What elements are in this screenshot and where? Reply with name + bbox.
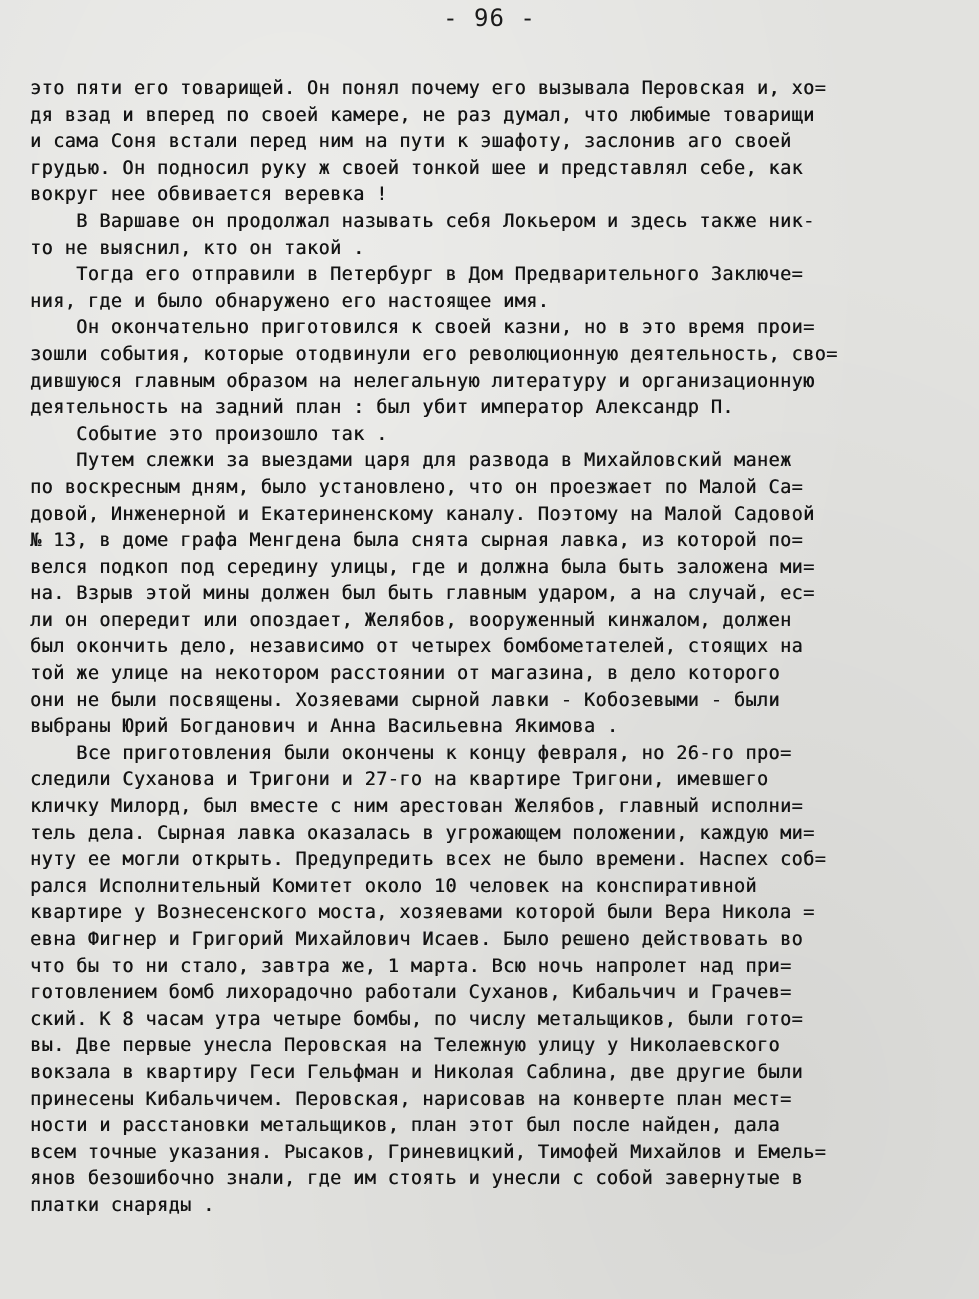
text-line: по воскресным дням, было установлено, что он проезжает по Малой Са= [30, 476, 804, 498]
text-line: был окончить дело, независимо от четырех бомбометателей, стоящих на [30, 636, 804, 658]
text-line: евна Фигнер и Григорий Михайлович Исаев. Было решено действовать во [30, 929, 804, 950]
text-line: В Варшаве он продолжал называть себя Локьером и здесь также ник- [30, 210, 815, 232]
text-line: квартире у Вознесенского моста, хозяевами которой были Вера Никола = [30, 902, 815, 924]
text-line: то не выяснил, кто он такой . [30, 237, 365, 259]
text-line: велся подкоп под середину улицы, где и должна была быть заложена ми= [30, 556, 815, 578]
text-line: Он окончательно приготовился к своей казни, но в это время прои= [30, 317, 815, 339]
text-line: деятельность на задний план : был убит император Александр П. [30, 397, 734, 419]
text-line: готовлением бомб лихорадочно работали Суханов, Кибальчич и Грачев= [30, 982, 792, 1004]
text-line: дя взад и вперед по своей камере, не раз думал, что любимые товарищи [30, 104, 815, 126]
text-line: вы. Две первые унесла Перовская на Тележную улицу у Николаевского [30, 1035, 780, 1057]
text-line: Тогда его отправили в Петербург в Дом Предварительного Заключе= [30, 264, 804, 286]
text-line: выбраны Юрий Богданович и Анна Васильевна Якимова . [30, 716, 619, 738]
text-line: вокруг нее обвивается веревка ! [30, 184, 388, 206]
text-line: зошли события, которые отодвинули его революционную деятельность, сво= [30, 343, 838, 365]
text-line: ния, где и было обнаружено его настоящее имя. [30, 290, 550, 312]
text-line: вокзала в квартиру Геси Гельфман и Николая Саблина, две другие были [30, 1061, 804, 1083]
text-line: всем точные указания. Рысаков, Гриневицкий, Тимофей Михайлов и Емель= [30, 1141, 827, 1163]
text-line: Путем слежки за выездами царя для развода в Михайловский манеж [30, 450, 792, 472]
text-line: янов безошибочно знали, где им стоять и унесли с собой завернутые в [30, 1168, 804, 1190]
text-line: это пяти его товарищей. Он понял почему его вызывала Перовская и, хо= [30, 78, 827, 99]
page-number: - 96 - [443, 4, 536, 32]
text-line: ский. К 8 часам утра четыре бомбы, по числу метальщиков, были гото= [30, 1008, 804, 1030]
text-line: кличку Милорд, был вместе с ним арестован Желябов, главный исполни= [30, 796, 804, 818]
text-line: принесены Кибальчичем. Перовская, нарисовав на конверте план мест= [30, 1088, 792, 1110]
text-line: той же улице на некотором расстоянии от магазина, в дело которого [30, 663, 780, 685]
text-line: платки снаряды . [30, 1194, 215, 1216]
text-line: что бы то ни стало, завтра же, 1 марта. Всю ночь напролет над при= [30, 955, 792, 977]
text-line: следили Суханова и Тригони и 27-го на квартире Тригони, имевшего [30, 769, 769, 791]
text-line: нуту ее могли открыть. Предупредить всех не было времени. Наспех соб= [30, 849, 827, 871]
text-line: Событие это произошло так . [30, 423, 388, 445]
text-line: на. Взрыв этой мины должен был быть главным ударом, а на случай, ес= [30, 583, 815, 605]
text-line: ли он опередит или опоздает, Желябов, вооруженный кинжалом, должен [30, 609, 792, 631]
text-line: тель дела. Сырная лавка оказалась в угрожающем положении, каждую ми= [30, 822, 815, 844]
text-line: ности и расстановки метальщиков, план этот был после найден, дала [30, 1115, 780, 1137]
text-line: довой, Инженерной и Екатериненскому каналу. Поэтому на Малой Садовой [30, 503, 815, 525]
text-line: рался Исполнительный Комитет около 10 человек на конспиративной [30, 875, 757, 897]
text-line: № 13, в доме графа Менгдена была снята сырная лавка, из которой по= [30, 530, 804, 552]
text-line: они не были посвящены. Хозяевами сырной лавки - Кобозевыми - были [30, 689, 780, 711]
text-line: дившуюся главным образом на нелегальную литературу и организационную [30, 370, 815, 392]
text-line: грудью. Он подносил руку ж своей тонкой шее и представлял себе, как [30, 157, 804, 179]
text-line: и сама Соня встали перед ним на пути к эшафоту, заслонив аго своей [30, 131, 792, 153]
text-line: Все приготовления были окончены к концу февраля, но 26-го про= [30, 742, 792, 764]
page-body-text [30, 76, 960, 1220]
